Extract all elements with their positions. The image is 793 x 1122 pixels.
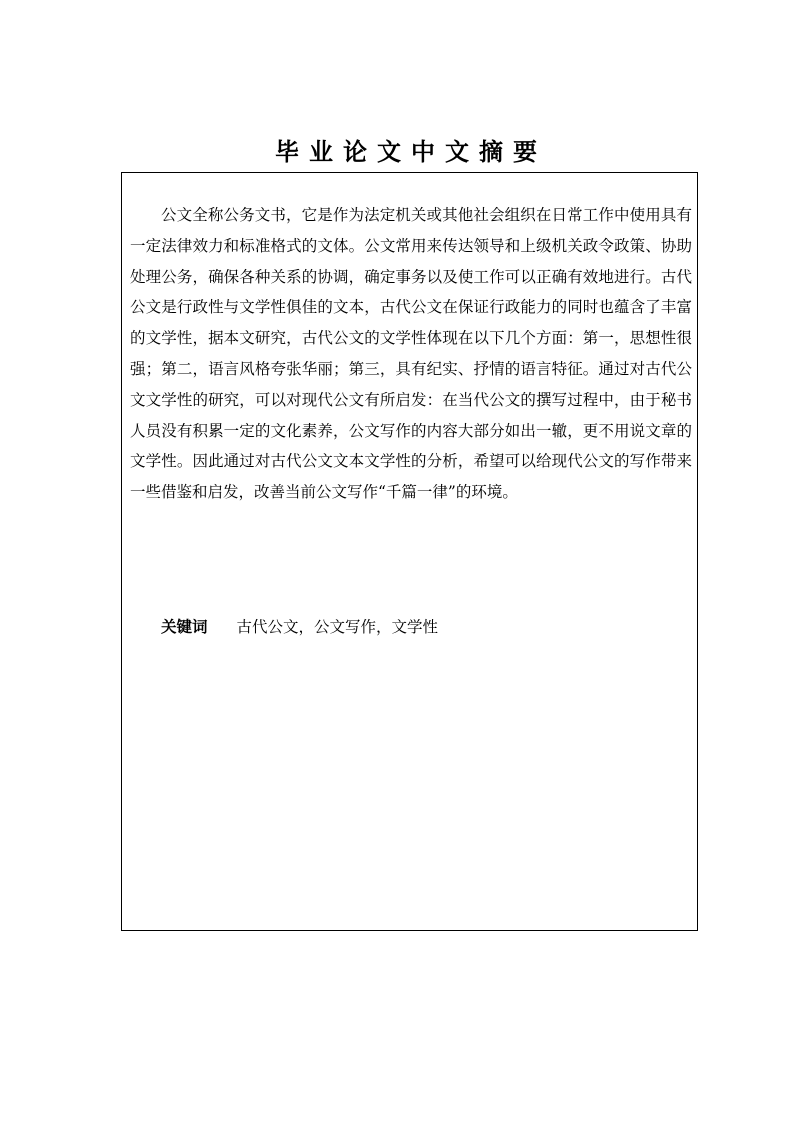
keywords-label: 关键词 bbox=[161, 618, 208, 636]
page-title: 毕业论文中文摘要 bbox=[275, 138, 547, 166]
abstract-box bbox=[121, 172, 698, 931]
keywords-values: 古代公文，公文写作，文学性 bbox=[236, 618, 438, 636]
abstract-text: 公文全称公务文书，它是作为法定机关或其他社会组织在日常工作中使用具有一定法律效力和标准格式的文体。公文常用来传达领导和上级机关政令政策、协助处理公务，确保各种关系的协调，确定事务以及使工作可以正确有效地进行。古代公文是行政性与文学性俱佳的文本，古代公文在保证行政能力的同时也蕴含了丰富的文学性，据本文研究，古代公文的文学性体现在以下几个方面：第一，思想性很强；第二，语言风格夸张华丽；第三，具有纪实、抒情的语言特征。通过对古代公文文学性的研究，可以对现代公文有所启发：在当代公文的撰写过程中，由于秘书人员没有积累一定的文化素养，公文写作的内容大部分如出一辙，更不用说文章的文学性。因此通过对古代公文文本文学性的分析，希望可以给现代公文的写作带来一些借鉴和启发，改善当前公文写作“千篇一律”的环境。 bbox=[130, 206, 692, 502]
keywords-row bbox=[161, 615, 438, 639]
